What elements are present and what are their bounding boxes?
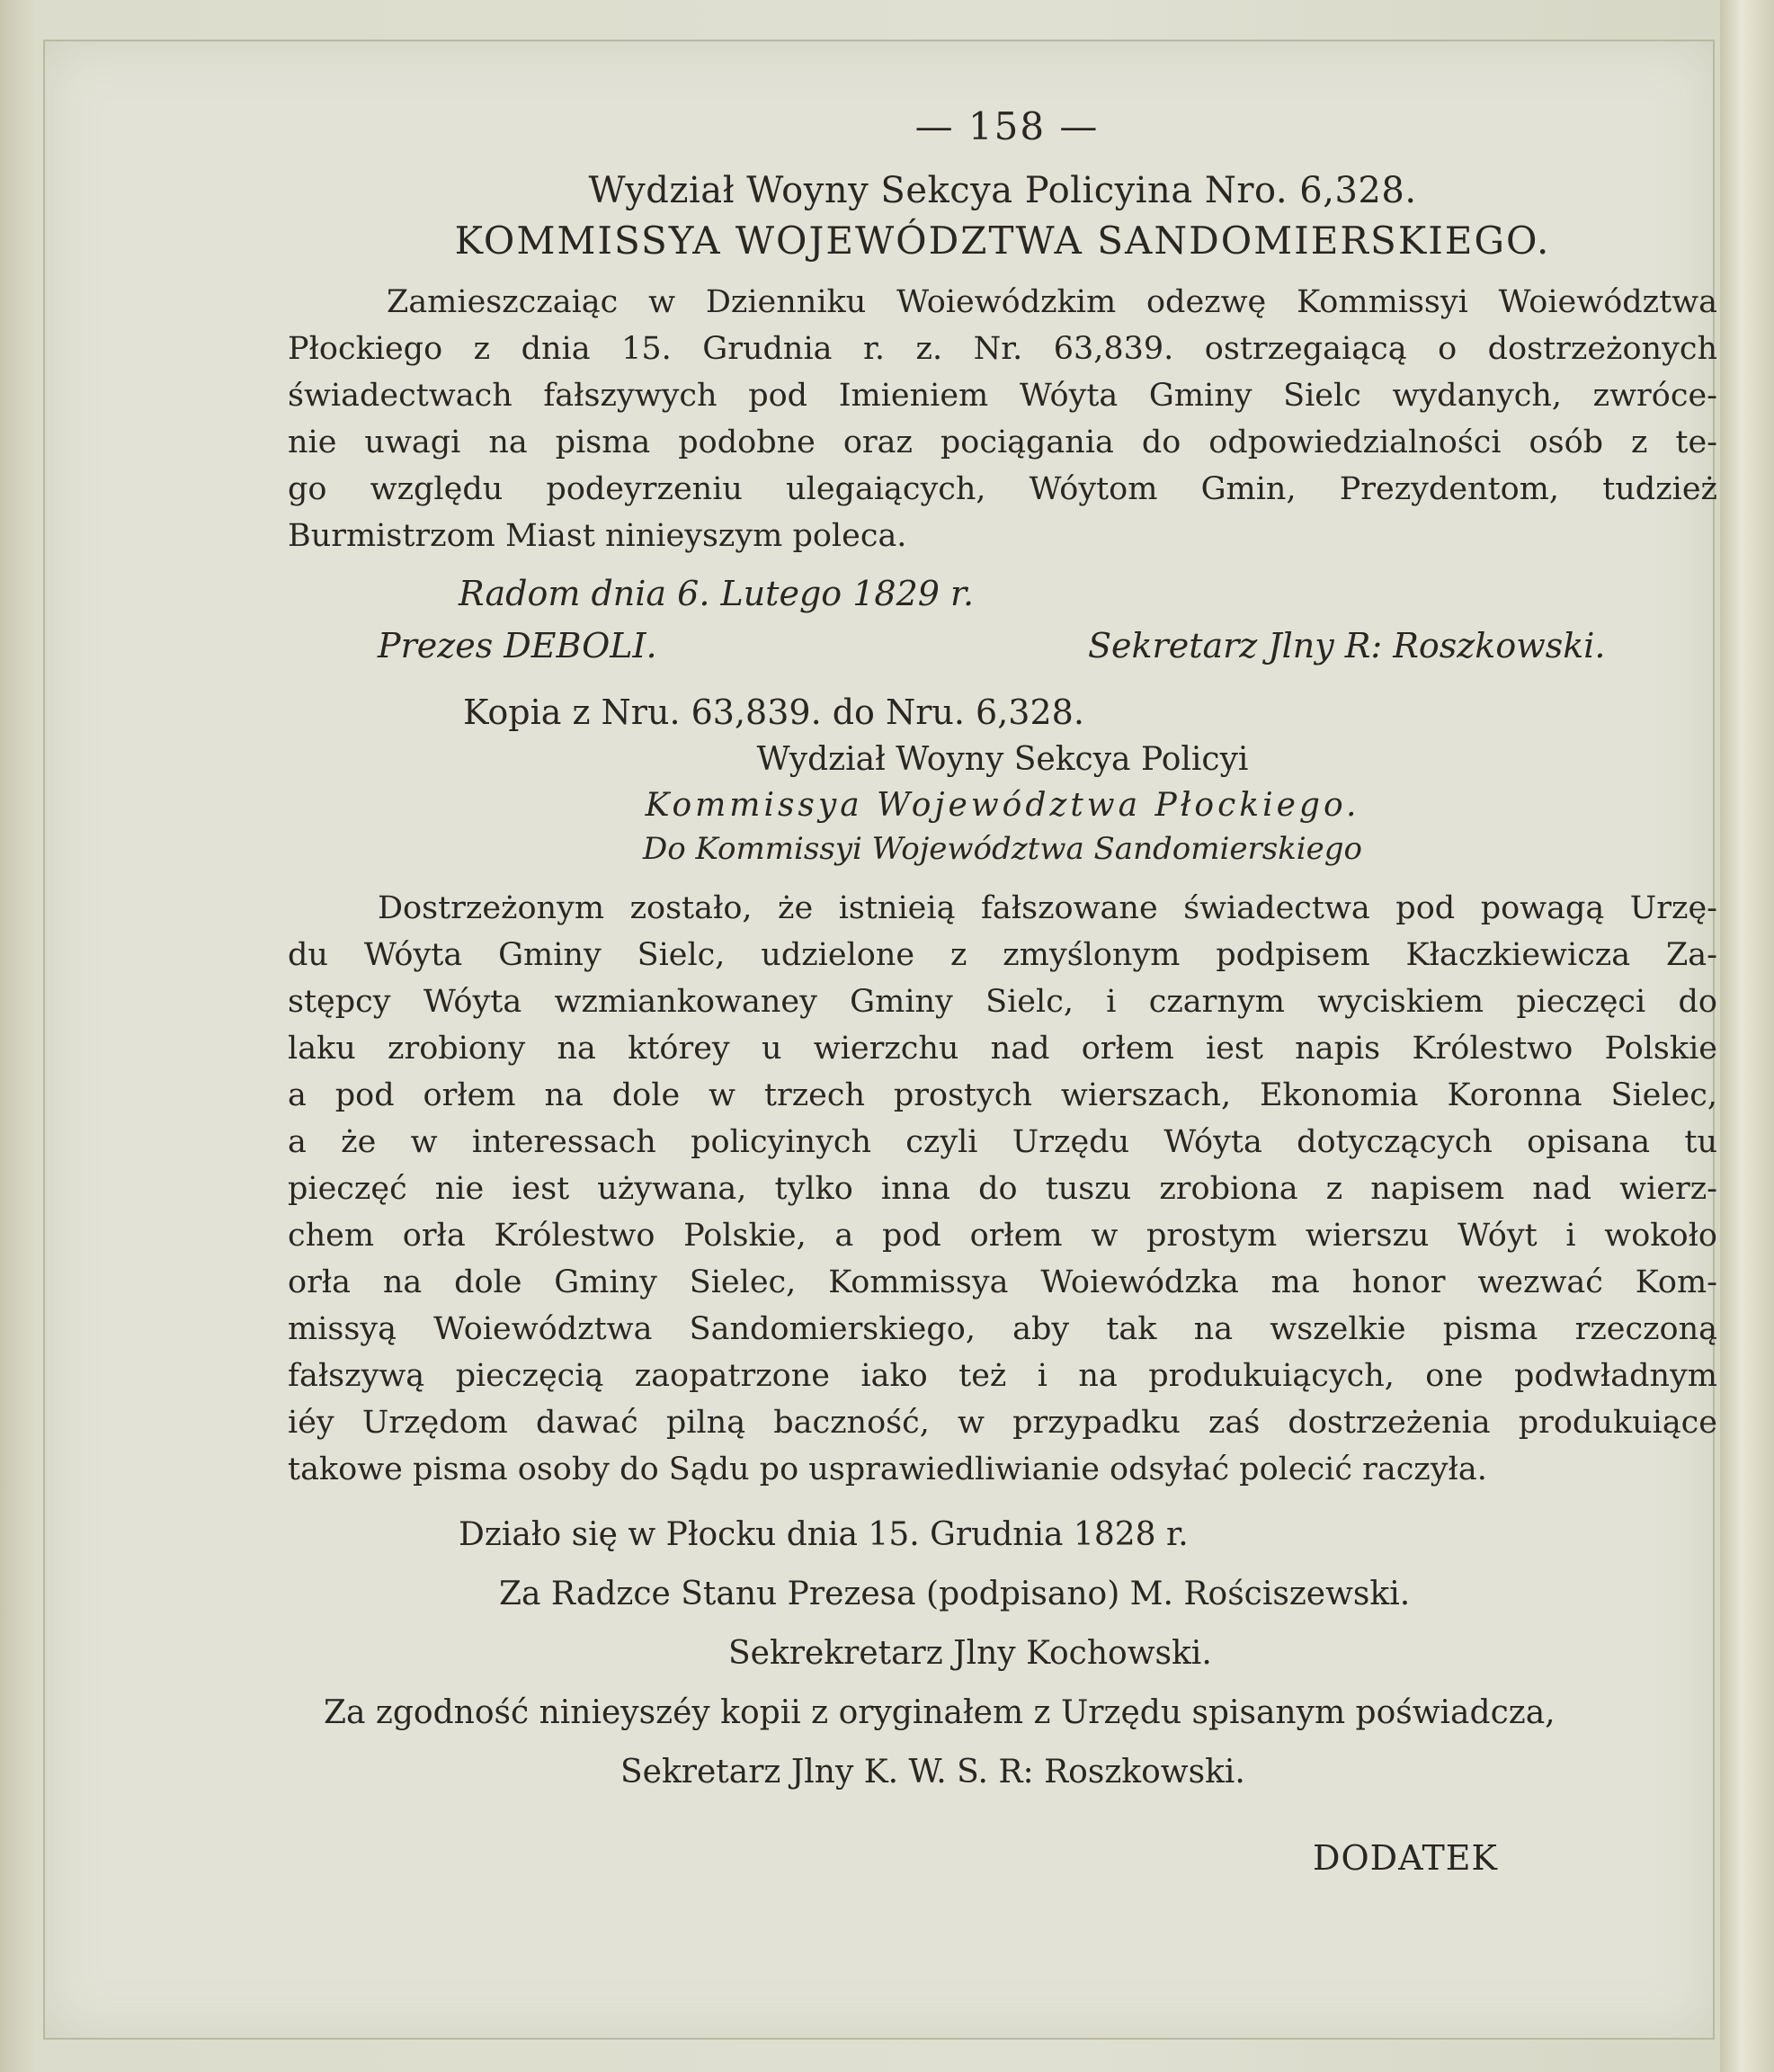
- closing-block: [288, 1516, 1717, 1813]
- signature-secretary: Sekretarz Jlny R: Roszkowski.: [1088, 626, 1606, 665]
- closing-date: Działo się w Płocku dnia 15. Grudnia 1828 r.: [459, 1516, 1189, 1553]
- book-edge: [1720, 0, 1774, 2072]
- text-line: chem orła Królestwo Polskie, a pod orłem w prostym wierszu Wóyt i wokoło: [288, 1218, 1717, 1254]
- closing-signature-prezes: Za Radzce Stanu Prezesa (podpisano) M. Rościszewski.: [499, 1576, 1411, 1612]
- closing-signature-secretary: Sekrekretarz Jlny Kochowski.: [728, 1635, 1212, 1672]
- text-line: missyą Woiewództwa Sandomierskiego, aby tak na wszelkie pisma rzeczoną: [288, 1311, 1717, 1347]
- text-line: orła na dole Gminy Sielec, Kommissya Woiewódzka ma honor wezwać Kom-: [288, 1264, 1717, 1300]
- text-line: takowe pisma osoby do Sądu po usprawiedliwianie odsyłać polecić raczyła.: [288, 1451, 1487, 1487]
- copy-reference: Kopia z Nru. 63,839. do Nru. 6,328.: [463, 692, 1084, 732]
- page-sheet: [43, 40, 1715, 2040]
- text-line: Burmistrzom Miast ninieyszym poleca.: [288, 518, 907, 554]
- paragraph-2: [288, 885, 1717, 1493]
- page-number: — 158 —: [914, 104, 1100, 148]
- text-line: iéy Urzędom dawać pilną baczność, w przypadku zaś dostrzeżenia produkuiące: [288, 1405, 1717, 1441]
- certification-line: Za zgodność ninieyszéy kopii z oryginałem z Urzędu spisanym poświadcza,: [324, 1694, 1556, 1731]
- signature-president: Prezes DEBOLI.: [378, 626, 657, 665]
- text-line: Dostrzeżonym zostało, że istnieią fałszowane świadectwa pod powagą Urzę-: [378, 890, 1717, 926]
- main-title: KOMMISSYA WOJEWÓDZTWA SANDOMIERSKIEGO.: [454, 219, 1551, 263]
- page-content: [288, 104, 1717, 1813]
- sub-header-addressee: Do Kommissyi Województwa Sandomierskiego: [643, 831, 1362, 867]
- text-line: pieczęć nie iest używana, tylko inna do tuszu zrobiona z napisem nad wierz-: [288, 1171, 1717, 1207]
- text-line: a pod orłem na dole w trzech prostych wierszach, Ekonomia Koronna Sielec,: [288, 1077, 1717, 1113]
- date-line: Radom dnia 6. Lutego 1829 r.: [459, 574, 975, 613]
- sub-header-department: Wydział Woyny Sekcya Policyi: [756, 741, 1249, 778]
- text-line: a że w interessach policyinych czyli Urzędu Wóyta dotyczących opisana tu: [288, 1124, 1717, 1160]
- text-line: świadectwach fałszywych pod Imieniem Wóyta Gminy Sielc wydanych, zwróce-: [288, 378, 1717, 414]
- text-line: Płockiego z dnia 15. Grudnia r. z. Nr. 63,839. ostrzegaiącą o dostrzeżonych: [288, 331, 1717, 367]
- text-line: fałszywą pieczęcią zaopatrzone iako też i na produkuiących, one podwładnym: [288, 1358, 1717, 1394]
- text-line: stępcy Wóyta wzmiankowaney Gminy Sielc, i czarnym wyciskiem pieczęci do: [288, 984, 1717, 1020]
- signatures: [288, 626, 1717, 680]
- text-line: go względu podeyrzeniu ulegaiących, Wóytom Gmin, Prezydentom, tudzież: [288, 471, 1717, 507]
- certification-signature: Sekretarz Jlny K. W. S. R: Roszkowski.: [620, 1754, 1245, 1791]
- text-line: du Wóyta Gminy Sielc, udzielone z zmyślonym podpisem Kłaczkiewicza Za-: [288, 937, 1717, 973]
- paragraph-1: [288, 279, 1717, 559]
- text-line: nie uwagi na pisma podobne oraz pociągania do odpowiedzialności osób z te-: [288, 424, 1717, 460]
- text-line: Zamieszczaiąc w Dzienniku Woiewódzkim odezwę Kommissyi Woiewództwa: [387, 284, 1717, 320]
- text-line: laku zrobiony na którey u wierzchu nad orłem iest napis Królestwo Polskie: [288, 1031, 1717, 1067]
- catchword: DODATEK: [1313, 1838, 1498, 1878]
- department-header: Wydział Woyny Sekcya Policyina Nro. 6,328.: [588, 170, 1417, 211]
- sub-header-commission: Kommissya Województwa Płockiego.: [645, 787, 1360, 824]
